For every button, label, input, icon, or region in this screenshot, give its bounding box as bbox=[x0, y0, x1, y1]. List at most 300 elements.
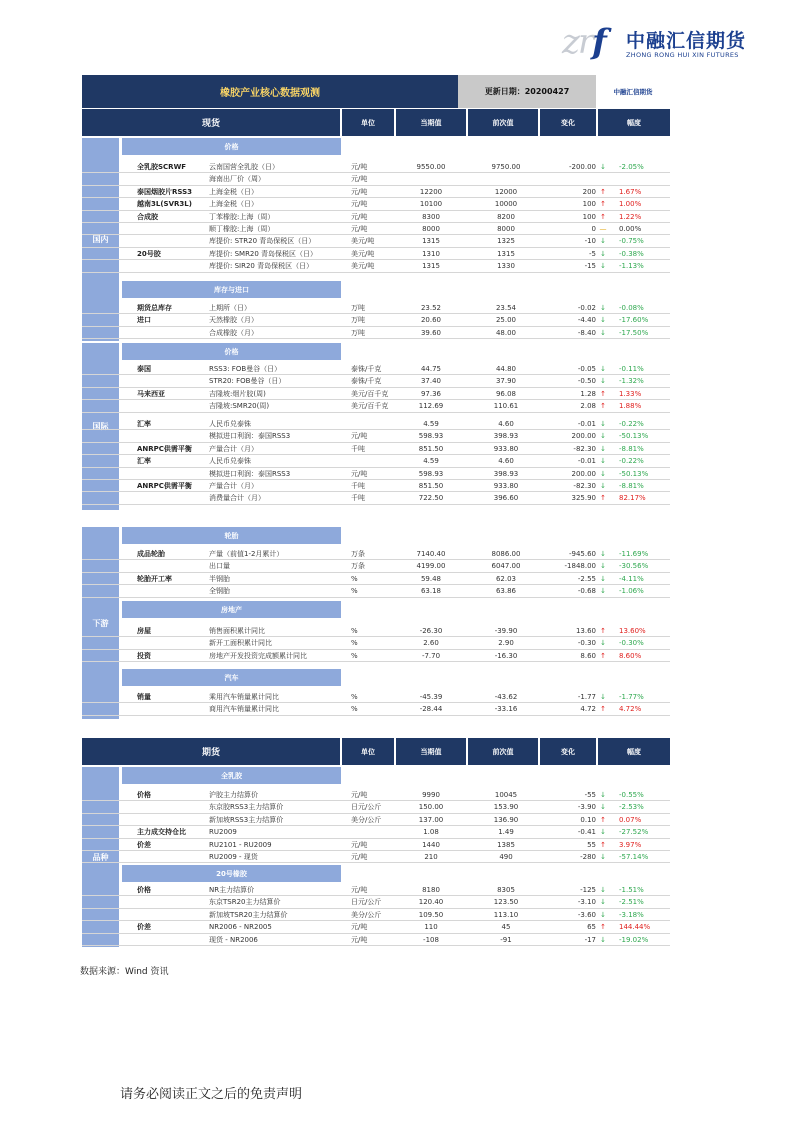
arrow-down-icon: ↓ bbox=[600, 457, 606, 466]
row-previous: 110.61 bbox=[493, 402, 519, 411]
row-previous: 37.90 bbox=[495, 377, 517, 386]
row-change: -0.50 bbox=[577, 377, 596, 386]
whole-rubber-rows bbox=[82, 789, 670, 865]
row-current: 7140.40 bbox=[416, 550, 446, 558]
row-change: 0.10 bbox=[580, 815, 596, 824]
row-previous: 8000 bbox=[497, 225, 515, 233]
row-unit: 元/吨 bbox=[351, 212, 368, 221]
row-previous: 48.00 bbox=[495, 328, 517, 337]
row-change: -3.10 bbox=[577, 898, 596, 907]
row-change: -945.60 bbox=[568, 550, 596, 558]
row-pct: -0.75% bbox=[619, 237, 644, 246]
row-previous: 398.93 bbox=[493, 432, 519, 441]
arrow-up-icon: ↑ bbox=[600, 840, 606, 849]
row-previous: 62.03 bbox=[495, 574, 517, 583]
row-current: 1315 bbox=[422, 262, 440, 271]
row-previous: 45 bbox=[501, 923, 511, 932]
intl-rows-2 bbox=[82, 418, 670, 506]
arrow-down-icon: ↓ bbox=[600, 910, 606, 919]
row-pct: 8.60% bbox=[619, 651, 642, 660]
row-category: 汇率 bbox=[137, 457, 151, 466]
row-category: 房屋 bbox=[137, 627, 151, 635]
row-unit: 美元/吨 bbox=[351, 237, 375, 246]
row-item: 合成橡胶（月） bbox=[209, 328, 258, 337]
row-pct: -57.14% bbox=[619, 853, 649, 861]
row-category: 主力成交持仓比 bbox=[137, 828, 186, 837]
header-current: 当期值 bbox=[396, 109, 466, 136]
row-unit: % bbox=[351, 587, 358, 596]
row-change: 2.08 bbox=[580, 402, 596, 411]
row-unit: 千吨 bbox=[351, 482, 365, 490]
futures-header-change: 变化 bbox=[540, 738, 596, 765]
row-change: -0.05 bbox=[577, 365, 596, 373]
arrow-down-icon: ↓ bbox=[600, 853, 606, 861]
row-pct: -0.08% bbox=[619, 304, 644, 312]
arrow-up-icon: ↑ bbox=[600, 705, 606, 714]
row-current: 59.48 bbox=[420, 574, 442, 583]
arrow-down-icon: ↓ bbox=[600, 304, 606, 312]
row-previous: -16.30 bbox=[494, 651, 518, 660]
estate-band: 房地产 bbox=[122, 601, 341, 618]
table-row bbox=[82, 314, 670, 326]
row-current: -26.30 bbox=[419, 627, 443, 635]
row-item: 沪胶主力结算价 bbox=[209, 791, 258, 799]
spot-table bbox=[82, 75, 670, 515]
auto-band: 汽车 bbox=[122, 669, 341, 686]
row-change: -8.40 bbox=[577, 328, 596, 337]
row-pct: -17.60% bbox=[619, 316, 649, 325]
spot-header: 现货 bbox=[82, 109, 340, 136]
row-pct: 4.72% bbox=[619, 705, 642, 714]
row-item: 商用汽车销量累计同比 bbox=[209, 705, 279, 714]
row-previous: 8200 bbox=[497, 212, 515, 221]
row-change: -125 bbox=[580, 886, 596, 894]
row-change: -280 bbox=[580, 853, 596, 861]
estate-rows bbox=[82, 625, 670, 663]
row-unit: 美元/吨 bbox=[351, 249, 375, 258]
row-item: RU2101 - RU2009 bbox=[209, 840, 272, 849]
table-row bbox=[82, 703, 670, 715]
row-unit: 日元/公斤 bbox=[351, 803, 382, 812]
row-item: 消费量合计（月） bbox=[209, 494, 265, 503]
row-current: -28.44 bbox=[419, 705, 443, 714]
row-previous: 113.10 bbox=[493, 910, 519, 919]
row-item: 模拟进口利润：泰国RSS3 bbox=[209, 469, 291, 478]
table-row bbox=[82, 909, 670, 921]
row-current: 20.60 bbox=[420, 316, 442, 325]
row-previous: 1315 bbox=[497, 249, 515, 258]
row-previous: 933.80 bbox=[493, 482, 519, 490]
row-unit: 万吨 bbox=[351, 304, 365, 312]
row-previous: 136.90 bbox=[493, 815, 519, 824]
row-pct: -0.11% bbox=[619, 365, 644, 373]
row-item: 现货 - NR2006 bbox=[209, 935, 258, 944]
table-row bbox=[82, 650, 670, 662]
table-row bbox=[82, 248, 670, 260]
row-change: 100 bbox=[582, 212, 596, 221]
row-current: -108 bbox=[423, 935, 439, 944]
row-current: 598.93 bbox=[418, 432, 444, 441]
row-item: 东京TSR20主力结算价 bbox=[209, 898, 281, 907]
row-change: -17 bbox=[584, 935, 596, 944]
table-row bbox=[82, 400, 670, 412]
row-current: 851.50 bbox=[418, 444, 444, 453]
arrow-down-icon: ↓ bbox=[600, 693, 606, 701]
row-item: 全钢胎 bbox=[209, 587, 230, 596]
row-pct: -17.50% bbox=[619, 328, 649, 337]
row-unit: 元/吨 bbox=[351, 853, 368, 861]
row-pct: -0.38% bbox=[619, 249, 644, 258]
row-previous: -43.62 bbox=[494, 693, 518, 701]
row-item: 出口量 bbox=[209, 562, 230, 571]
table-row bbox=[82, 455, 670, 467]
header-unit: 单位 bbox=[342, 109, 394, 136]
row-change: -3.60 bbox=[577, 910, 596, 919]
tire-band: 轮胎 bbox=[122, 527, 341, 544]
row-previous: 8086.00 bbox=[491, 550, 521, 558]
row-unit: 美分/公斤 bbox=[351, 910, 382, 919]
company-logo bbox=[562, 20, 752, 64]
futures-table bbox=[82, 738, 670, 948]
row-current: 210 bbox=[424, 853, 438, 861]
row-previous: 396.60 bbox=[493, 494, 519, 503]
row-category: 价差 bbox=[137, 840, 151, 849]
row-category: 全乳胶SCRWF bbox=[137, 163, 187, 171]
row-unit: 元/吨 bbox=[351, 935, 368, 944]
row-pct: 1.67% bbox=[619, 187, 642, 196]
arrow-down-icon: ↓ bbox=[600, 935, 606, 944]
row-pct: -27.52% bbox=[619, 828, 649, 837]
table-row bbox=[82, 839, 670, 851]
table-row bbox=[82, 585, 670, 597]
table-row bbox=[82, 573, 670, 585]
row-pct: 1.33% bbox=[619, 389, 642, 398]
row-current: 97.36 bbox=[420, 389, 442, 398]
table-row bbox=[82, 921, 670, 933]
row-unit: % bbox=[351, 627, 358, 635]
row-unit: % bbox=[351, 651, 358, 660]
row-unit: 万吨 bbox=[351, 328, 365, 337]
arrow-down-icon: ↓ bbox=[600, 444, 606, 453]
inventory-rows bbox=[82, 302, 670, 342]
row-unit: 美元/百千克 bbox=[351, 402, 389, 411]
row-pct: -3.18% bbox=[619, 910, 644, 919]
row-current: 722.50 bbox=[418, 494, 444, 503]
row-pct: 1.22% bbox=[619, 212, 642, 221]
row-unit: 千吨 bbox=[351, 494, 365, 503]
row-change: -4.40 bbox=[577, 316, 596, 325]
row-item: NR主力结算价 bbox=[209, 886, 255, 894]
row-current: 44.75 bbox=[420, 365, 442, 373]
row-previous: 10045 bbox=[494, 791, 518, 799]
row-item: STR20: FOB曼谷（日） bbox=[209, 377, 286, 386]
row-pct: -0.22% bbox=[619, 420, 644, 428]
arrow-down-icon: ↓ bbox=[600, 469, 606, 478]
row-item: 天然橡胶（月） bbox=[209, 316, 258, 325]
row-current: 112.69 bbox=[418, 402, 444, 411]
table-row bbox=[82, 198, 670, 210]
row-previous: 398.93 bbox=[493, 469, 519, 478]
intl-price-band: 价格 bbox=[122, 343, 341, 360]
row-unit: 元/吨 bbox=[351, 791, 368, 799]
row-item: NR2006 - NR2005 bbox=[209, 923, 272, 932]
row-pct: -1.77% bbox=[619, 693, 644, 701]
row-unit: 元/吨 bbox=[351, 886, 368, 894]
row-change: -10 bbox=[584, 237, 596, 246]
row-previous: 933.80 bbox=[493, 444, 519, 453]
row-item: 人民币兑泰铢 bbox=[209, 420, 251, 428]
row-item: 房地产开发投资完成额累计同比 bbox=[209, 651, 307, 660]
row-previous: 4.60 bbox=[498, 457, 514, 466]
row-unit: 日元/公斤 bbox=[351, 898, 382, 907]
row-pct: -1.13% bbox=[619, 262, 644, 271]
row-change: -82.30 bbox=[573, 444, 596, 453]
arrow-down-icon: ↓ bbox=[600, 898, 606, 907]
row-previous: 1.49 bbox=[498, 828, 514, 837]
row-category: 价差 bbox=[137, 923, 151, 932]
table-row bbox=[82, 826, 670, 838]
row-item: 产量合计（月） bbox=[209, 482, 258, 490]
row-previous: 63.86 bbox=[495, 587, 517, 596]
row-category: 马来西亚 bbox=[137, 389, 165, 398]
arrow-down-icon: ↓ bbox=[600, 365, 606, 373]
row-pct: 13.60% bbox=[619, 627, 646, 635]
row-previous: 123.50 bbox=[493, 898, 519, 907]
row-item: 模拟进口利润：泰国RSS3 bbox=[209, 432, 291, 441]
row-previous: 153.90 bbox=[493, 803, 519, 812]
table-row bbox=[82, 468, 670, 480]
row-pct: 0.00% bbox=[619, 225, 642, 233]
arrow-down-icon: ↓ bbox=[600, 377, 606, 386]
row-item: 新加坡RSS3主力结算价 bbox=[209, 815, 284, 824]
row-previous: 12000 bbox=[494, 187, 518, 196]
row-item: 上期所（日） bbox=[209, 304, 251, 312]
table-row bbox=[82, 851, 670, 863]
row-current: 9550.00 bbox=[416, 163, 446, 171]
no20-rows bbox=[82, 884, 670, 948]
row-current: 150.00 bbox=[418, 803, 444, 812]
row-unit: 千吨 bbox=[351, 444, 365, 453]
row-pct: -2.51% bbox=[619, 898, 644, 907]
table-row bbox=[82, 363, 670, 375]
domestic-label: 国内 bbox=[82, 138, 119, 341]
intl-label: 国际 bbox=[82, 343, 119, 510]
row-previous: 96.08 bbox=[495, 389, 517, 398]
row-pct: 0.07% bbox=[619, 815, 642, 824]
row-change: -1848.00 bbox=[564, 562, 596, 571]
row-pct: -8.81% bbox=[619, 482, 644, 490]
arrow-up-icon: ↑ bbox=[600, 815, 606, 824]
row-previous: 490 bbox=[499, 853, 513, 861]
row-previous: -91 bbox=[500, 935, 512, 944]
row-change: -0.02 bbox=[577, 304, 596, 312]
futures-header-unit: 单位 bbox=[342, 738, 394, 765]
futures-header-current: 当期值 bbox=[396, 738, 466, 765]
arrow-down-icon: ↓ bbox=[600, 791, 606, 799]
row-current: 37.40 bbox=[420, 377, 442, 386]
row-current: 4.59 bbox=[423, 420, 439, 428]
table-row bbox=[82, 443, 670, 455]
table-row bbox=[82, 814, 670, 826]
row-change: -0.01 bbox=[577, 457, 596, 466]
row-change: -0.68 bbox=[577, 587, 596, 596]
row-current: -7.70 bbox=[421, 651, 441, 660]
table-row bbox=[82, 375, 670, 387]
row-previous: 6047.00 bbox=[491, 562, 521, 571]
auto-rows bbox=[82, 691, 670, 717]
row-current: -45.39 bbox=[419, 693, 443, 701]
row-unit: % bbox=[351, 639, 358, 648]
arrow-down-icon: ↓ bbox=[600, 803, 606, 812]
arrow-down-icon: ↓ bbox=[600, 550, 606, 558]
disclaimer: 请务必阅读正文之后的免责声明 bbox=[120, 1087, 303, 1102]
update-date: 更新日期：20200427 bbox=[458, 75, 596, 108]
row-change: -200.00 bbox=[568, 163, 596, 171]
row-unit: 万条 bbox=[351, 550, 365, 558]
row-item: 顺丁橡胶:上海（周） bbox=[209, 225, 275, 233]
no20-band: 20号橡胶 bbox=[122, 865, 341, 882]
row-change: -5 bbox=[589, 249, 596, 258]
row-item: 乘用汽车销量累计同比 bbox=[209, 693, 279, 701]
row-category: ANRPC供需平衡 bbox=[137, 482, 192, 490]
arrow-down-icon: ↓ bbox=[600, 249, 606, 258]
arrow-up-icon: ↑ bbox=[600, 627, 606, 635]
arrow-down-icon: ↓ bbox=[600, 886, 606, 894]
row-item: 产量（前值1-2月累计） bbox=[209, 550, 284, 558]
arrow-down-icon: ↓ bbox=[600, 574, 606, 583]
futures-header-pct: 幅度 bbox=[598, 738, 670, 765]
row-unit: 元/吨 bbox=[351, 200, 368, 209]
row-current: 110 bbox=[424, 923, 438, 932]
row-unit: 万吨 bbox=[351, 316, 365, 325]
row-previous: 9750.00 bbox=[491, 163, 521, 171]
header-previous: 前次值 bbox=[468, 109, 538, 136]
row-previous: 2.90 bbox=[498, 639, 514, 648]
row-unit: % bbox=[351, 705, 358, 714]
row-change: -0.41 bbox=[577, 828, 596, 837]
row-pct: 1.00% bbox=[619, 200, 642, 209]
row-unit: 元/吨 bbox=[351, 923, 368, 932]
tire-rows bbox=[82, 548, 670, 598]
row-previous: 4.60 bbox=[498, 420, 514, 428]
row-pct: 82.17% bbox=[619, 494, 646, 503]
row-change: 0 bbox=[591, 225, 596, 233]
row-current: 63.18 bbox=[420, 587, 442, 596]
arrow-down-icon: ↓ bbox=[600, 420, 606, 428]
table-row bbox=[82, 302, 670, 314]
header-change: 变化 bbox=[540, 109, 596, 136]
table-row bbox=[82, 223, 670, 235]
row-unit: % bbox=[351, 693, 358, 701]
arrow-down-icon: ↓ bbox=[600, 828, 606, 837]
arrow-up-icon: ↑ bbox=[600, 494, 606, 503]
row-unit: 泰铢/千克 bbox=[351, 377, 382, 386]
row-current: 4.59 bbox=[423, 457, 439, 466]
arrow-up-icon: ↑ bbox=[600, 212, 606, 221]
table-row bbox=[82, 789, 670, 801]
row-current: 120.40 bbox=[418, 898, 444, 907]
row-pct: -50.13% bbox=[619, 432, 649, 441]
row-item: 库提价: SMR20 青岛保税区（日） bbox=[209, 249, 318, 258]
table-row bbox=[82, 625, 670, 637]
row-pct: -0.30% bbox=[619, 639, 644, 648]
intl-rows bbox=[82, 363, 670, 413]
row-item: 上海金税（日） bbox=[209, 187, 258, 196]
arrow-down-icon: ↓ bbox=[600, 316, 606, 325]
table-row bbox=[82, 211, 670, 223]
table-row bbox=[82, 896, 670, 908]
row-pct: -19.02% bbox=[619, 935, 649, 944]
row-category: 汇率 bbox=[137, 420, 151, 428]
arrow-up-icon: ↑ bbox=[600, 200, 606, 209]
row-change: 200.00 bbox=[571, 469, 596, 478]
row-previous: 1385 bbox=[497, 840, 515, 849]
row-unit: 元/吨 bbox=[351, 163, 368, 171]
row-category: ANRPC供需平衡 bbox=[137, 444, 192, 453]
table-row bbox=[82, 801, 670, 813]
row-category: 投资 bbox=[137, 651, 151, 660]
table-row bbox=[82, 161, 670, 173]
arrow-up-icon: ↑ bbox=[600, 389, 606, 398]
row-category: 价格 bbox=[137, 886, 151, 894]
row-unit: 泰铢/千克 bbox=[351, 365, 382, 373]
row-previous: -33.16 bbox=[494, 705, 518, 714]
row-unit: 万条 bbox=[351, 562, 365, 571]
row-category: 越南3L(SVR3L) bbox=[137, 200, 192, 209]
row-unit: 元/吨 bbox=[351, 469, 368, 478]
row-pct: -2.53% bbox=[619, 803, 644, 812]
arrow-down-icon: ↓ bbox=[600, 482, 606, 490]
logo-name-en: ZHONG RONG HUI XIN FUTURES bbox=[626, 51, 739, 59]
row-pct: 1.88% bbox=[619, 402, 642, 411]
row-pct: -8.81% bbox=[619, 444, 644, 453]
downstream-table bbox=[82, 527, 670, 720]
row-pct: -11.69% bbox=[619, 550, 649, 558]
row-change: -2.55 bbox=[577, 574, 596, 583]
row-current: 8180 bbox=[422, 886, 440, 894]
row-previous: 1330 bbox=[497, 262, 515, 271]
row-current: 1440 bbox=[422, 840, 440, 849]
futures-header-previous: 前次值 bbox=[468, 738, 538, 765]
data-source-note: 数据来源：Wind 资讯 bbox=[80, 967, 169, 977]
row-item: RU2009 bbox=[209, 828, 237, 837]
row-item: 新加坡TSR20主力结算价 bbox=[209, 910, 288, 919]
row-item: 海南出厂价（周） bbox=[209, 175, 265, 184]
row-change: -1.77 bbox=[577, 693, 596, 701]
row-unit: 美元/百千克 bbox=[351, 389, 389, 398]
row-pct: -30.56% bbox=[619, 562, 649, 571]
row-current: 2.60 bbox=[423, 639, 439, 648]
row-unit: 元/吨 bbox=[351, 432, 368, 441]
row-previous: 25.00 bbox=[495, 316, 517, 325]
row-category: 泰国 bbox=[137, 365, 151, 373]
arrow-up-icon: ↑ bbox=[600, 402, 606, 411]
row-unit: 美分/公斤 bbox=[351, 815, 382, 824]
table-row bbox=[82, 327, 670, 339]
row-unit: 元/吨 bbox=[351, 175, 368, 184]
row-item: 人民币兑泰铢 bbox=[209, 457, 251, 466]
arrow-up-icon: ↑ bbox=[600, 923, 606, 932]
arrow-up-icon: ↑ bbox=[600, 651, 606, 660]
row-change: 4.72 bbox=[580, 705, 596, 714]
row-current: 1315 bbox=[422, 237, 440, 246]
row-unit: 美元/吨 bbox=[351, 262, 375, 271]
row-current: 109.50 bbox=[418, 910, 444, 919]
downstream-label: 下游 bbox=[82, 527, 119, 719]
row-current: 12200 bbox=[419, 187, 443, 196]
row-change: 1.28 bbox=[580, 389, 596, 398]
table-row bbox=[82, 418, 670, 430]
